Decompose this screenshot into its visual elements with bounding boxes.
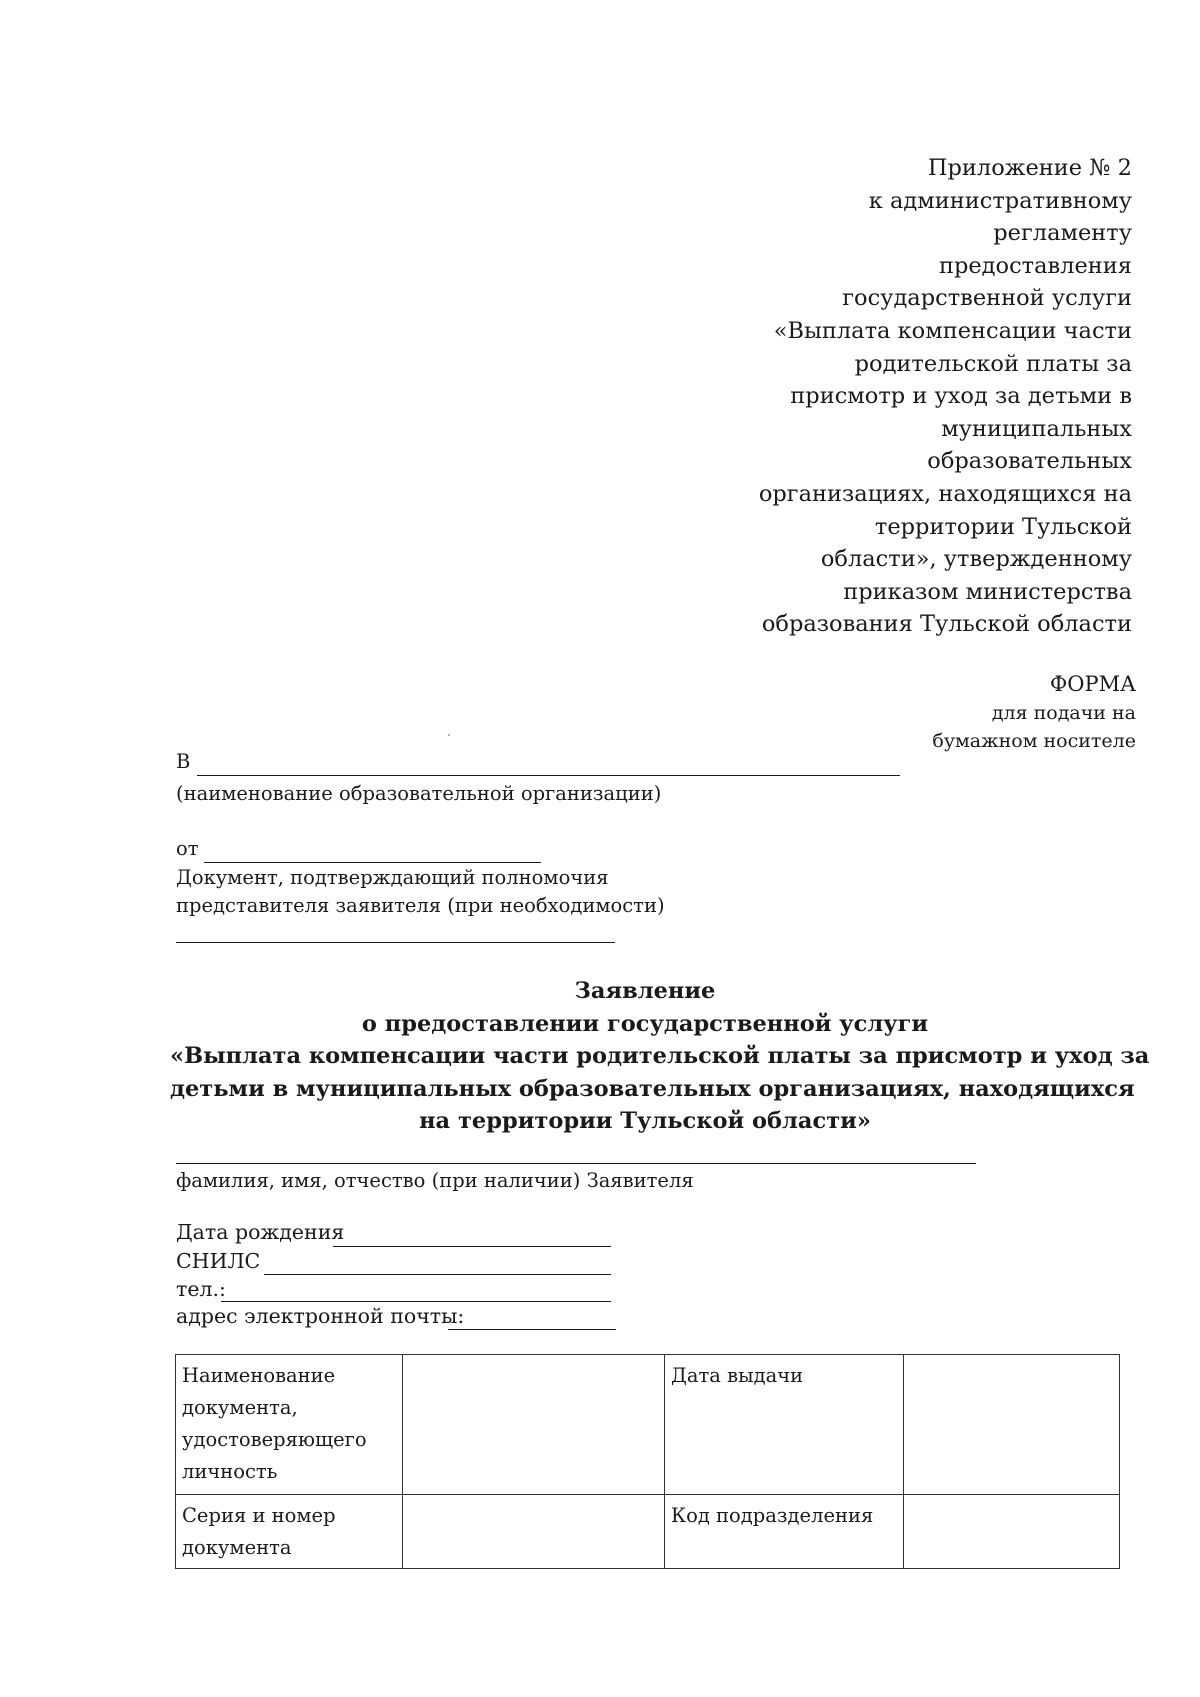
applicant-name-caption: фамилия, имя, отчество (при наличии) Заявителя xyxy=(176,1169,694,1192)
appendix-line: муниципальных xyxy=(941,415,1132,442)
appendix-line: приказом министерства xyxy=(843,578,1132,605)
division-code-value-cell[interactable] xyxy=(904,1495,1120,1569)
applicant-name-line[interactable] xyxy=(176,1163,976,1164)
appendix-line: регламенту xyxy=(993,220,1132,247)
form-type-title: ФОРМА xyxy=(1049,672,1136,696)
to-prefix: В xyxy=(176,750,191,773)
snils-field[interactable] xyxy=(264,1274,611,1275)
authority-doc-caption-line1: Документ, подтверждающий полномочия xyxy=(176,866,609,889)
from-name-line[interactable] xyxy=(204,862,541,863)
table-row xyxy=(176,1495,1120,1569)
application-title xyxy=(170,975,1150,1138)
email-label: адрес электронной почты: xyxy=(176,1304,465,1328)
phone-label: тел.: xyxy=(176,1277,226,1301)
appendix-line: родительской платы за xyxy=(854,350,1132,377)
authority-doc-line[interactable] xyxy=(176,942,615,943)
appendix-line: к административному xyxy=(868,187,1132,214)
appendix-line: предоставления xyxy=(938,252,1132,279)
title-line: на территории Тульской области» xyxy=(419,1108,871,1134)
document-name-value-cell[interactable] xyxy=(403,1355,665,1495)
appendix-line: государственной услуги xyxy=(842,285,1132,312)
title-line: детьми в муниципальных образовательных организациях, находящихся xyxy=(170,1075,1135,1102)
issue-date-label-cell: Дата выдачи xyxy=(665,1355,904,1495)
scan-speck xyxy=(448,734,450,736)
form-type-subtitle-line: для подачи на xyxy=(991,702,1136,724)
appendix-line: образовательных xyxy=(927,448,1132,475)
from-prefix: от xyxy=(176,837,199,860)
series-number-label-cell: Серия и номер документа xyxy=(176,1495,403,1569)
issue-date-value-cell[interactable] xyxy=(904,1355,1120,1495)
appendix-line: «Выплата компенсации части xyxy=(773,317,1132,344)
authority-doc-caption-line2: представителя заявителя (при необходимости) xyxy=(176,894,665,917)
identity-document-table xyxy=(175,1354,1120,1569)
birth-date-field[interactable] xyxy=(333,1246,611,1247)
appendix-line: организациях, находящихся на xyxy=(758,480,1132,507)
organization-caption: (наименование образовательной организации) xyxy=(176,782,662,805)
title-line: о предоставлении государственной услуги xyxy=(361,1010,929,1037)
snils-label: СНИЛС xyxy=(176,1249,261,1273)
appendix-line: территории Тульской xyxy=(874,513,1132,540)
title-line: Заявление xyxy=(574,978,716,1004)
birth-date-label: Дата рождения xyxy=(176,1220,345,1244)
table-row xyxy=(176,1355,1120,1495)
organization-name-line[interactable] xyxy=(197,775,900,776)
phone-field[interactable] xyxy=(221,1301,611,1302)
division-code-label-cell: Код подразделения xyxy=(665,1495,904,1569)
title-line: «Выплата компенсации части родительской платы за присмотр и уход за xyxy=(170,1043,1150,1069)
series-number-value-cell[interactable] xyxy=(403,1495,665,1569)
form-type-block xyxy=(932,669,1136,755)
email-field[interactable] xyxy=(448,1329,616,1330)
appendix-line: Приложение № 2 xyxy=(927,155,1132,181)
appendix-line: области», утвержденному xyxy=(820,546,1132,573)
document-name-label-cell: Наименование документа, удостоверяющего личность xyxy=(176,1355,403,1495)
form-type-subtitle-line: бумажном носителе xyxy=(932,730,1136,752)
appendix-line: образования Тульской области xyxy=(761,611,1132,638)
appendix-line: присмотр и уход за детьми в xyxy=(790,383,1132,410)
appendix-header xyxy=(600,152,1132,641)
